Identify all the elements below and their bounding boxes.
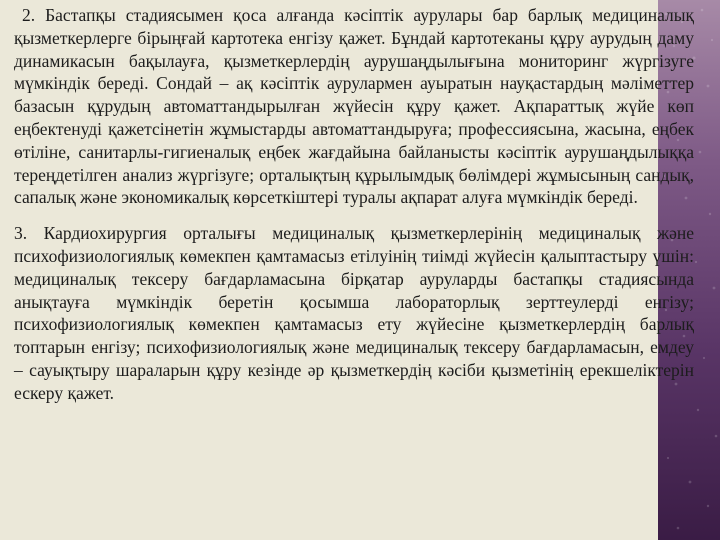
paragraph-2: 2. Бастапқы стадиясымен қоса алғанда кәсіптік аурулары бар барлық медициналық қызметкерлерге бірыңғай картотека енгізу қажет. Бұндай картотеканы құру аурудың даму динамикасын бақылауға, қызметкерлердің аурушаңдылығына мониторинг жүргізуге мүмкіндік береді. Сондай – ақ кәсіптік аурулармен ауыратын науқастардың мәліметтер базасын құрудың автоматтандырылған жүйесін құру қажет. Ақпараттық жүйе көп еңбектенуді қажетсінетін жұмыстарды автоматтандыруға; профессиясына, жасына, еңбек өтіліне, санитарлы-гигиеналық еңбек жағдайына байланысты кәсіптік аурушаңдылыққа тереңдетілген анализ жүргізуге; орталықтың құрылымдық бөлімдері жұмысының сандық, сапалық және экономикалық көрсеткіштері туралы ақпарат алуға мүмкіндік береді.: [14, 5, 694, 208]
paragraph-3: 3. Кардиохирургия орталығы медициналық қызметкерлерінің медициналық және психофизиологиялық көмекпен қамтамасыз етілуінің тиімді жүйесін қалыптастыру үшін: медициналық тексеру бағдарламасына бірқатар ауруларды бастапқы стадиясында анықтауға мүмкіндік беретін қосымша лабораторлық зерттеулерді енгізу; психофизиологиялық көмекпен қамтамасыз ету жүйесіне қызметкерлердің барлық топтарын енгізу; психофизиологиялық және медициналық тексеру бағдарламасын, емдеу – сауықтыру шараларын құру кезінде әр қызметкердің кәсіби қызметінің ерекшеліктерін ескеру қажет.: [14, 223, 694, 403]
slide-text-body: [14, 4, 694, 405]
